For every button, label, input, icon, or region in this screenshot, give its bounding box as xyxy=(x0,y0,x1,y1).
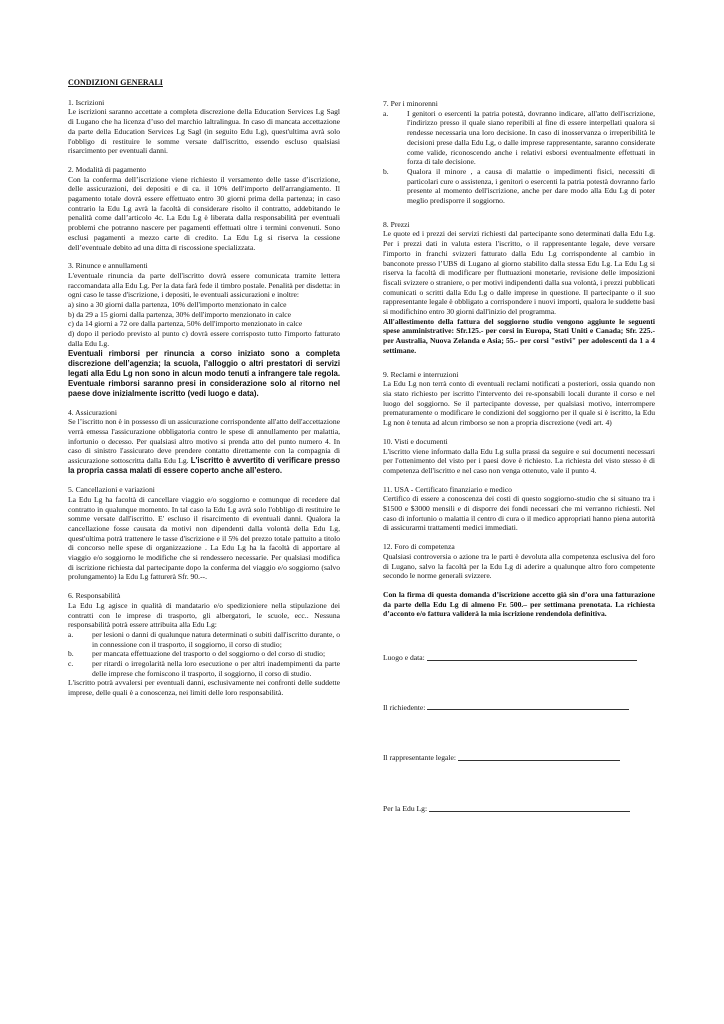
signature-block xyxy=(383,653,655,814)
closing-statement: Con la firma di questa domanda d’iscrizione accetto già sin d’ora una fatturazione da parte della Edu Lg di almeno Fr. 500.– per settimana prenotata. La richiesta d’acconto e/o fattura validerà la mia iscrizione rendendola definitiva. xyxy=(383,589,655,619)
section-pagamento xyxy=(68,165,340,252)
section-heading: 4. Assicurazioni xyxy=(68,407,117,417)
edu-lg-field[interactable] xyxy=(383,804,655,814)
section-text: L'iscritto viene informato dalla Edu Lg sulla prassi da seguire e sui documenti necessari per l'ottenimento del visto per i paesi dove è richiesto. La richiesta del visto stesso è di competenza dell'iscritto e nel caso non venga ottenuto, vale il punto 4. xyxy=(383,446,655,475)
section-text: L'eventuale rinuncia da parte dell'iscritto dovrà essere comunicata tramite lettera raccomandata alla Edu Lg. Per la data farà fede il timbro postale. Penalità per disdetta: in ogni caso le tasse d'iscrizione, i depositi, le eventuali assicurazioni e inoltre: xyxy=(68,270,340,300)
section-text: Con la conferma dell’iscrizione viene richiesto il versamento delle tasse d’iscrizione, delle assicurazioni, dei depositi e di ca. il 10% dell'importo dell'arrangiamento. Il pagamento totale dovrà essere effettuato entro 30 giorni prima della partenza; in caso contrario la Edu Lg avrà la facoltà di considerare risolto il contratto, addebitando le penalità come dall’articolo 4c. La Edu Lg è liberata dalla responsabilità per eventuali problemi che potranno nascere per pagamenti effettuati oltre i termini convenuti. Sono esclusi pagamenti a mezzo carte di credito. La Edu Lg si riserva la cessione dell’eventuale debito ad una ditta di riscossione specializzata. xyxy=(68,174,340,252)
admin-fees-notice: All'allestimento della fattura del soggiorno studio vengono aggiunte le seguenti spese amministrative: Sfr.125.- per corsi in Europa, Stati Uniti e Canada; Sfr. 225.- per Australia, Nuova Zelanda e Asia; 55.- per corsi "estivi" per adolescenti da 1 a 4 settimane. xyxy=(383,316,655,355)
section-text: L'iscritto potrà avvalersi per eventuali danni, esclusivamente nei confronti delle suddette imprese, delle quali è a conoscenza, nei limiti delle loro responsabilità. xyxy=(68,678,340,698)
section-reclami xyxy=(383,370,655,428)
list-item xyxy=(68,649,340,659)
minors-list xyxy=(383,109,655,206)
signature-line[interactable] xyxy=(429,811,630,812)
list-item xyxy=(383,109,655,167)
signature-line[interactable] xyxy=(458,760,620,761)
penalty-item: a) sino a 30 giorni dalla partenza, 10% dell'importo menzionato in calce xyxy=(68,300,287,310)
section-text-plain: Se l’iscritto non è in possesso di un assicurazione corrispondente all'atto dell'accettazione verrà emessa l'assicurazione obbligatoria contro le spese di annullamento per malattia, infortunio o decesso. Per qualsiasi altro motivo si prenda atto del punto numero 4. In caso di sinistro l'assicurato deve prendere contatto direttamente con la compagnia di assicurazione sottoscritta dalla Edu Lg. xyxy=(68,417,340,466)
liability-list xyxy=(68,630,340,679)
list-text: I genitori o esercenti la patria potestà, dovranno indicare, all'atto dell'iscrizione, l'indirizzo presso il quale siano reperibili al fine di essere interpellati qualora si rendesse necessaria una loro decisione. In caso di inosservanza o irreperibilità le decisioni prese dalla Edu Lg, o dalle imprese rappresentante, saranno considerate come valide, riconoscendo anche i relativi esborsi eventualmente effettuati in forza di tale decisione. xyxy=(407,108,655,167)
section-heading: 11. USA - Certificato finanziario e medico xyxy=(383,484,512,494)
list-text: Qualora il minore , a causa di malattie o impedimenti fisici, necessiti di particolari cure o assistenza, i genitori o esercenti la patria potestà dovranno farlo presente al momento dell'iscrizione, anche per dare modo alla Edu Lg di poter meglio predisporre il soggiorno. xyxy=(407,166,655,206)
section-heading: 12. Foro di competenza xyxy=(383,542,455,552)
field-label: Il rappresentante legale: xyxy=(383,753,456,763)
section-text: La Edu Lg agisce in qualità di mandatario e/o spedizioniere nella stipulazione dei contratti con le imprese di trasporto, gli albergatori, le scuole, ecc.. Nessuna responsabilità potrà essere attribuita alla Edu Lg: xyxy=(68,600,340,630)
penalty-item: d) dopo il periodo previsto al punto c) dovrà essere corrisposto tutto l'importo fatturato dalla Edu Lg. xyxy=(68,329,340,348)
section-text: Le iscrizioni saranno accettate a completa discrezione della Education Services Lg Sagl di Lugano che ha licenza d’uso del marchio laltralingua. In caso di mancata accettazione da parte della Education Services Lg Sagl (in seguito Edu Lg), quest'ultima avrà solo l'obbligo di restituire le somme versate dall'iscritto, essendo escluso qualsiasi risarcimento per eventuali danni. xyxy=(68,107,340,156)
list-item xyxy=(68,659,340,678)
list-item xyxy=(68,630,340,649)
list-marker: c. xyxy=(68,659,74,669)
section-heading: 1. Iscrizioni xyxy=(68,97,105,107)
section-visti xyxy=(383,437,655,476)
section-heading: 8. Prezzi xyxy=(383,219,410,229)
signature-line[interactable] xyxy=(427,660,637,661)
legal-rep-field[interactable] xyxy=(383,753,655,763)
list-marker: a. xyxy=(68,629,74,639)
section-text xyxy=(68,417,340,476)
signature-line[interactable] xyxy=(427,709,629,710)
list-text: per lesioni o danni di qualunque natura determinati o subiti dall'iscritto durante, o in connessione con il trasporto, il soggiorno, il corso di studio; xyxy=(92,629,340,649)
list-marker: a. xyxy=(383,108,389,118)
section-minorenni xyxy=(383,99,655,206)
section-foro xyxy=(383,542,655,581)
section-heading: 5. Cancellazioni e variazioni xyxy=(68,485,155,495)
section-text: La Edu Lg ha facoltà di cancellare viaggio e/o soggiorno e comunque di recedere dal contratto in qualunque momento. In tal caso la Edu Lg avrà solo l'obbligo di restituire le somme versate dall'iscritto. E' escluso il risarcimento di eventuali danni. Qualora la cancellazione fosse causata da motivi non dipendenti dalla volontà della Edu Lg, quest'ultima potrà trattenere le tasse d'iscrizione e il 5% del prezzo totale pattuito a titolo di concorso nelle spese di organizzazione . La Edu Lg ha la facoltà di apportare al viaggio e/o soggiorno le modifiche che si rendessero necessarie. Per qualsiasi modifica di iscrizione richiesta dal partecipante dopo la conferma del viaggio e/o soggiorno (salvo prolungamento) la Edu Lg fatturerà Sfr. 90.--. xyxy=(68,494,340,582)
insurance-warning: L'iscritto è avvertito di verificare presso la propria cassa malati di essere coperto anche all’estero. xyxy=(68,456,340,476)
section-heading: 6. Responsabilità xyxy=(68,591,121,601)
penalty-item: c) da 14 giorni a 72 ore dalla partenza, 50% dell'importo menzionato in calce xyxy=(68,319,303,329)
section-cancellazioni xyxy=(68,485,340,582)
section-heading: 9. Reclami e interruzioni xyxy=(383,369,459,379)
section-iscrizioni xyxy=(68,98,340,156)
refund-notice: Eventuali rimborsi per rinuncia a corso iniziato sono a completa discrezione dell’agenzia; la scuola, l’alloggio o altri prestatori di servizi legati alla Edu Lg non sono in alcun modo tenuti a infrangere tale regola. Eventuale rimborsi saranno presi in considerazione solo al ritorno nel paese dove inizialmente iscritto (vedi luogo e data). xyxy=(68,348,340,398)
field-label: Il richiedente: xyxy=(383,702,426,712)
section-heading: 7. Per i minorenni xyxy=(383,99,438,108)
section-heading: 3. Rinunce e annullamenti xyxy=(68,261,148,271)
section-responsabilita xyxy=(68,591,340,698)
place-date-field[interactable] xyxy=(383,653,655,663)
section-usa xyxy=(383,485,655,534)
list-text: per ritardi o irregolarità nella loro esecuzione o per altri inadempimenti da parte delle imprese che forniscono il trasporto, il soggiorno, il corso di studio. xyxy=(92,659,340,678)
section-heading: 2. Modalità di pagamento xyxy=(68,164,147,174)
section-heading: 10. Visti e documenti xyxy=(383,436,448,446)
document-title: CONDIZIONI GENERALI xyxy=(68,78,163,87)
section-text: Qualsiasi controversia o azione tra le parti è devoluta alla competenza esclusiva del foro di Lugano, salvo la facoltà per la Edu Lg di aderire a qualunque altro foro competente secondo le norme generali svizzere. xyxy=(383,551,655,581)
section-text: Le quote ed i prezzi dei servizi richiesti dal partecipante sono determinati dalla Edu Lg. Per i prezzi dati in valuta estera l'iscritto, o il rappresentante legale, deve versare l'importo in franchi svizzeri fatturato dalla Edu Lg corrispondente al cambio in banconote presso l’UBS di Lugano al giorno stabilito dalla stessa Edu Lg. La Edu Lg si riserva la facoltà di modificare per fluttuazioni monetarie, revisione delle imposizioni fiscali svizzere o straniere, o per motivi indipendenti dalla sua volontà, i prezzi pubblicati comunicati o scritti dalla Edu Lg o dalle imprese in questione. Il partecipante o il suo rappresentante legale è obbligato a corrispondere i nuovi importi, qualora le suddette basi si modifichino entro 30 giorni dall'inizio del programma. xyxy=(383,229,655,317)
section-text: La Edu Lg non terrà conto di eventuali reclami notificati a posteriori, ossia quando non sia stato richiesto per iscritto l'intervento dei re-sponsabili locali durante il corso e nel luogo del soggiorno. Se il partecipante dovesse, per qualsiasi motivo, interrompere prematuramente o modificare le condizioni del soggiorno per il quale si è iscritto, la Edu Lg non è tenuta ad alcun rimborso se non a propria discrezione (vedi art. 4) xyxy=(383,379,655,428)
applicant-field[interactable] xyxy=(383,703,655,713)
field-label: Luogo e data: xyxy=(383,653,425,663)
field-label: Per la Edu Lg: xyxy=(383,804,428,814)
left-column xyxy=(68,78,340,707)
section-text: Certifico di essere a conoscenza dei costi di questo soggiorno-studio che si situano tra i $1500 e $3000 mensili e di disporre dei fondi necessari che mi verranno richiesti. Nel caso di infortunio o malattia il centro di cura o il medico appropriati hanno piena autorità di assicurarmi trattamenti medici immediati. xyxy=(383,494,655,533)
list-item xyxy=(383,167,655,206)
penalty-item: b) da 29 a 15 giorni dalla partenza, 30% dell'importo menzionato in calce xyxy=(68,309,291,319)
list-marker: b. xyxy=(383,166,389,176)
right-column xyxy=(383,99,655,814)
list-marker: b. xyxy=(68,649,74,659)
section-assicurazioni xyxy=(68,408,340,477)
section-prezzi xyxy=(383,220,655,356)
section-rinunce xyxy=(68,261,340,398)
list-text: per mancata effettuazione del trasporto o del soggiorno o del corso di studio; xyxy=(92,649,326,659)
